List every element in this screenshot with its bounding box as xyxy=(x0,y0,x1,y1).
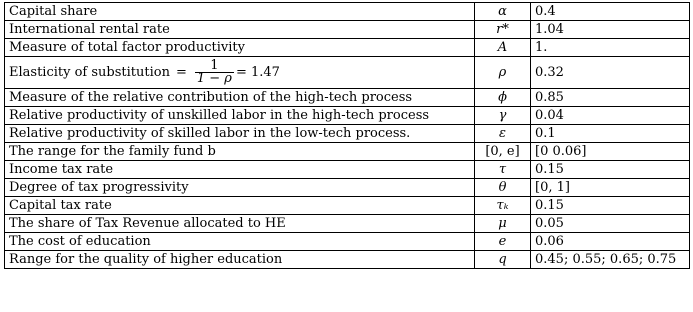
parameter-value: 0.85 xyxy=(531,89,690,107)
table-row xyxy=(5,125,690,143)
table-row xyxy=(5,107,690,125)
table-row xyxy=(5,21,690,39)
parameter-value: [0 0.06] xyxy=(531,143,690,161)
parameter-symbol: θ xyxy=(475,179,531,197)
parameter-description: Income tax rate xyxy=(5,161,475,179)
parameter-description-cell xyxy=(5,57,475,89)
table-row xyxy=(5,161,690,179)
table-row xyxy=(5,57,690,89)
table-row xyxy=(5,251,690,269)
parameter-symbol: q xyxy=(475,251,531,269)
table-row xyxy=(5,39,690,57)
parameter-description: Elasticity of substitution xyxy=(9,65,170,80)
parameter-description: The share of Tax Revenue allocated to HE xyxy=(5,215,475,233)
parameter-symbol: [0, e] xyxy=(475,143,531,161)
parameter-description: Degree of tax progressivity xyxy=(5,179,475,197)
table-row xyxy=(5,143,690,161)
equals-sign: = xyxy=(175,65,187,80)
table-row xyxy=(5,3,690,21)
parameter-description: Relative productivity of unskilled labor in the high-tech process xyxy=(5,107,475,125)
parameter-value: 0.15 xyxy=(531,197,690,215)
parameter-symbol: e xyxy=(475,233,531,251)
parameter-value: 0.15 xyxy=(531,161,690,179)
parameter-value: 1. xyxy=(531,39,690,57)
parameter-symbol: τₖ xyxy=(475,197,531,215)
fraction xyxy=(195,60,234,85)
parameter-description: Capital tax rate xyxy=(5,197,475,215)
parameter-value: 1.04 xyxy=(531,21,690,39)
fraction-denominator: 1 − ρ xyxy=(196,71,232,86)
parameter-description: Measure of total factor productivity xyxy=(5,39,475,57)
parameter-description: Measure of the relative contribution of the high-tech process xyxy=(5,89,475,107)
parameter-description: The cost of education xyxy=(5,233,475,251)
parameter-value: 0.04 xyxy=(531,107,690,125)
table-row xyxy=(5,233,690,251)
parameter-symbol: γ xyxy=(475,107,531,125)
table-row xyxy=(5,197,690,215)
fraction-numerator: 1 xyxy=(195,60,234,73)
parameter-value: 0.1 xyxy=(531,125,690,143)
parameter-symbol: A xyxy=(475,39,531,57)
parameter-symbol: ϕ xyxy=(475,89,531,107)
parameter-symbol: ε xyxy=(475,125,531,143)
parameter-description: International rental rate xyxy=(5,21,475,39)
parameter-symbol: α xyxy=(475,3,531,21)
parameter-description: Capital share xyxy=(5,3,475,21)
parameter-description: Relative productivity of skilled labor in the low-tech process. xyxy=(5,125,475,143)
table-row xyxy=(5,179,690,197)
table-row xyxy=(5,89,690,107)
parameter-value: 0.05 xyxy=(531,215,690,233)
table-row xyxy=(5,215,690,233)
parameter-value: 0.32 xyxy=(531,57,690,89)
parameter-value: 0.06 xyxy=(531,233,690,251)
parameter-value: 0.45; 0.55; 0.65; 0.75 xyxy=(531,251,690,269)
parameter-symbol: r* xyxy=(475,21,531,39)
parameter-symbol: μ xyxy=(475,215,531,233)
parameter-symbol: ρ xyxy=(475,57,531,89)
parameter-symbol: τ xyxy=(475,161,531,179)
parameter-description: Range for the quality of higher education xyxy=(5,251,475,269)
parameter-description: The range for the family fund b xyxy=(5,143,475,161)
parameter-value: [0, 1] xyxy=(531,179,690,197)
parameter-table xyxy=(4,2,690,269)
parameter-value: 0.4 xyxy=(531,3,690,21)
fraction-result: = 1.47 xyxy=(235,65,280,80)
